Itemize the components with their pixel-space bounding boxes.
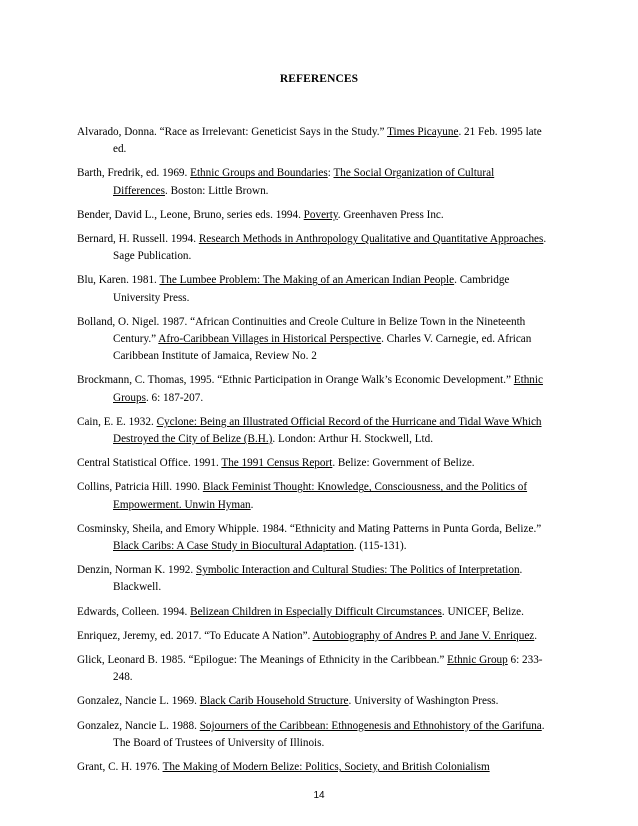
reference-title: Black Feminist Thought: Knowledge, Consciousness, and the Politics of Empowerment. Unwin Hyman xyxy=(113,481,528,511)
reference-title: Belizean Children in Especially Difficult Circumstances xyxy=(190,605,442,618)
reference-text: Denzin, Norman K. 1992. xyxy=(77,564,196,577)
reference-text: Blu, Karen. 1981. xyxy=(77,274,160,287)
reference-text: . The Board of Trustees of University of Illinois. xyxy=(113,719,545,749)
reference-entry xyxy=(77,124,547,158)
reference-title: The 1991 Census Report xyxy=(221,457,333,470)
reference-title: Cyclone: Being an Illustrated Official Record of the Hurricane and Tidal Wave Which Destroyed the City of Belize (B.H.) xyxy=(113,415,542,446)
reference-title: The Making of Modern Belize: Politics, Society, and British Colonialism xyxy=(162,761,490,774)
reference-text: 6: 233-248. xyxy=(113,654,543,684)
reference-entry xyxy=(77,414,547,448)
reference-title: Black Carib Household Structure xyxy=(199,695,349,708)
reference-title: Ethnic Group xyxy=(447,654,508,667)
reference-text: . (115-131). xyxy=(353,540,407,553)
reference-text: . Boston: Little Brown. xyxy=(164,184,269,197)
reference-text: . Sage Publication. xyxy=(113,233,547,263)
reference-text: . 21 Feb. 1995 late ed. xyxy=(113,126,542,156)
reference-text: . Blackwell. xyxy=(113,564,523,594)
reference-title: The Lumbee Problem: The Making of an American Indian People xyxy=(159,274,455,287)
reference-entry xyxy=(77,693,547,710)
reference-entry xyxy=(77,562,547,596)
reference-entry xyxy=(77,207,547,224)
reference-entry xyxy=(77,372,547,406)
reference-title: Sojourners of the Caribbean: Ethnogenesis and Ethnohistory of the Garifuna xyxy=(199,719,542,732)
reference-entry xyxy=(77,272,547,306)
reference-text: Alvarado, Donna. “Race as Irrelevant: Geneticist Says in the Study.” xyxy=(77,126,388,138)
reference-text: Brockmann, C. Thomas, 1995. “Ethnic Participation in Orange Walk’s Economic Development.” xyxy=(77,374,514,387)
reference-text: . University of Washington Press. xyxy=(348,695,499,708)
reference-title: Poverty xyxy=(303,208,338,221)
reference-text: Gonzalez, Nancie L. 1969. xyxy=(77,695,200,708)
reference-text: Bender, David L., Leone, Bruno, series eds. 1994. xyxy=(77,208,304,221)
reference-text: Bolland, O. Nigel. 1987. “African Continuities and Creole Culture in Belize Town in the Nineteenth Century.” xyxy=(77,315,526,346)
page-title: REFERENCES xyxy=(279,73,359,85)
reference-text: . Greenhaven Press Inc. xyxy=(337,208,444,221)
reference-title: Afro-Caribbean Villages in Historical Perspective xyxy=(158,333,382,346)
reference-entry xyxy=(77,455,547,472)
reference-title: Black Caribs: A Case Study in Biocultural Adaptation xyxy=(113,540,354,553)
references-list xyxy=(77,124,547,783)
reference-entry xyxy=(77,479,547,513)
reference-title: Research Methods in Anthropology Qualitative and Quantitative Approaches xyxy=(198,233,544,246)
reference-title: The Social Organization of Cultural Differences xyxy=(113,167,495,197)
reference-entry xyxy=(77,231,547,265)
reference-text: . xyxy=(250,498,254,511)
reference-title: Symbolic Interaction and Cultural Studies: The Politics of Interpretation xyxy=(196,564,520,577)
reference-text: Cosminsky, Sheila, and Emory Whipple. 1984. “Ethnicity and Mating Patterns in Punta Gorda, Belize.” xyxy=(77,522,542,535)
reference-text: Grant, C. H. 1976. xyxy=(77,761,163,774)
reference-text: Edwards, Colleen. 1994. xyxy=(77,605,191,618)
reference-text: Collins, Patricia Hill. 1990. xyxy=(77,481,203,494)
reference-text: Cain, E. E. 1932. xyxy=(77,415,157,428)
reference-text: . London: Arthur H. Stockwell, Ltd. xyxy=(272,433,434,446)
reference-text: . Charles V. Carnegie, ed. African Caribbean Institute of Jamaica, Review No. 2 xyxy=(113,333,532,363)
reference-title: Ethnic Groups and Boundaries xyxy=(190,167,328,180)
reference-text: . UNICEF, Belize. xyxy=(441,605,524,618)
reference-entry xyxy=(77,718,547,752)
reference-title: Ethnic Groups xyxy=(113,374,543,404)
reference-title: Times Picayune xyxy=(387,126,459,138)
reference-text: Enriquez, Jeremy, ed. 2017. “To Educate A Nation”. xyxy=(77,629,313,642)
reference-entry xyxy=(77,628,547,645)
reference-entry xyxy=(77,165,547,199)
reference-entry xyxy=(77,521,547,555)
reference-entry xyxy=(77,314,547,366)
reference-text: Glick, Leonard B. 1985. “Epilogue: The Meanings of Ethnicity in the Caribbean.” xyxy=(77,654,448,667)
reference-entry xyxy=(77,759,547,776)
reference-text: . Cambridge University Press. xyxy=(113,274,510,304)
reference-title: Autobiography of Andres P. and Jane V. Enriquez xyxy=(312,629,535,642)
reference-entry xyxy=(77,652,547,686)
reference-text: Central Statistical Office. 1991. xyxy=(77,457,222,470)
reference-entry xyxy=(77,604,547,621)
reference-text: : xyxy=(327,167,334,180)
reference-text: . xyxy=(534,629,538,642)
reference-text: Bernard, H. Russell. 1994. xyxy=(77,233,199,246)
reference-text: Barth, Fredrik, ed. 1969. xyxy=(77,167,191,180)
reference-text: . 6: 187-207. xyxy=(145,391,204,404)
page-number: 14 xyxy=(313,790,325,801)
reference-text: Gonzalez, Nancie L. 1988. xyxy=(77,719,200,732)
reference-text: . Belize: Government of Belize. xyxy=(332,457,475,470)
